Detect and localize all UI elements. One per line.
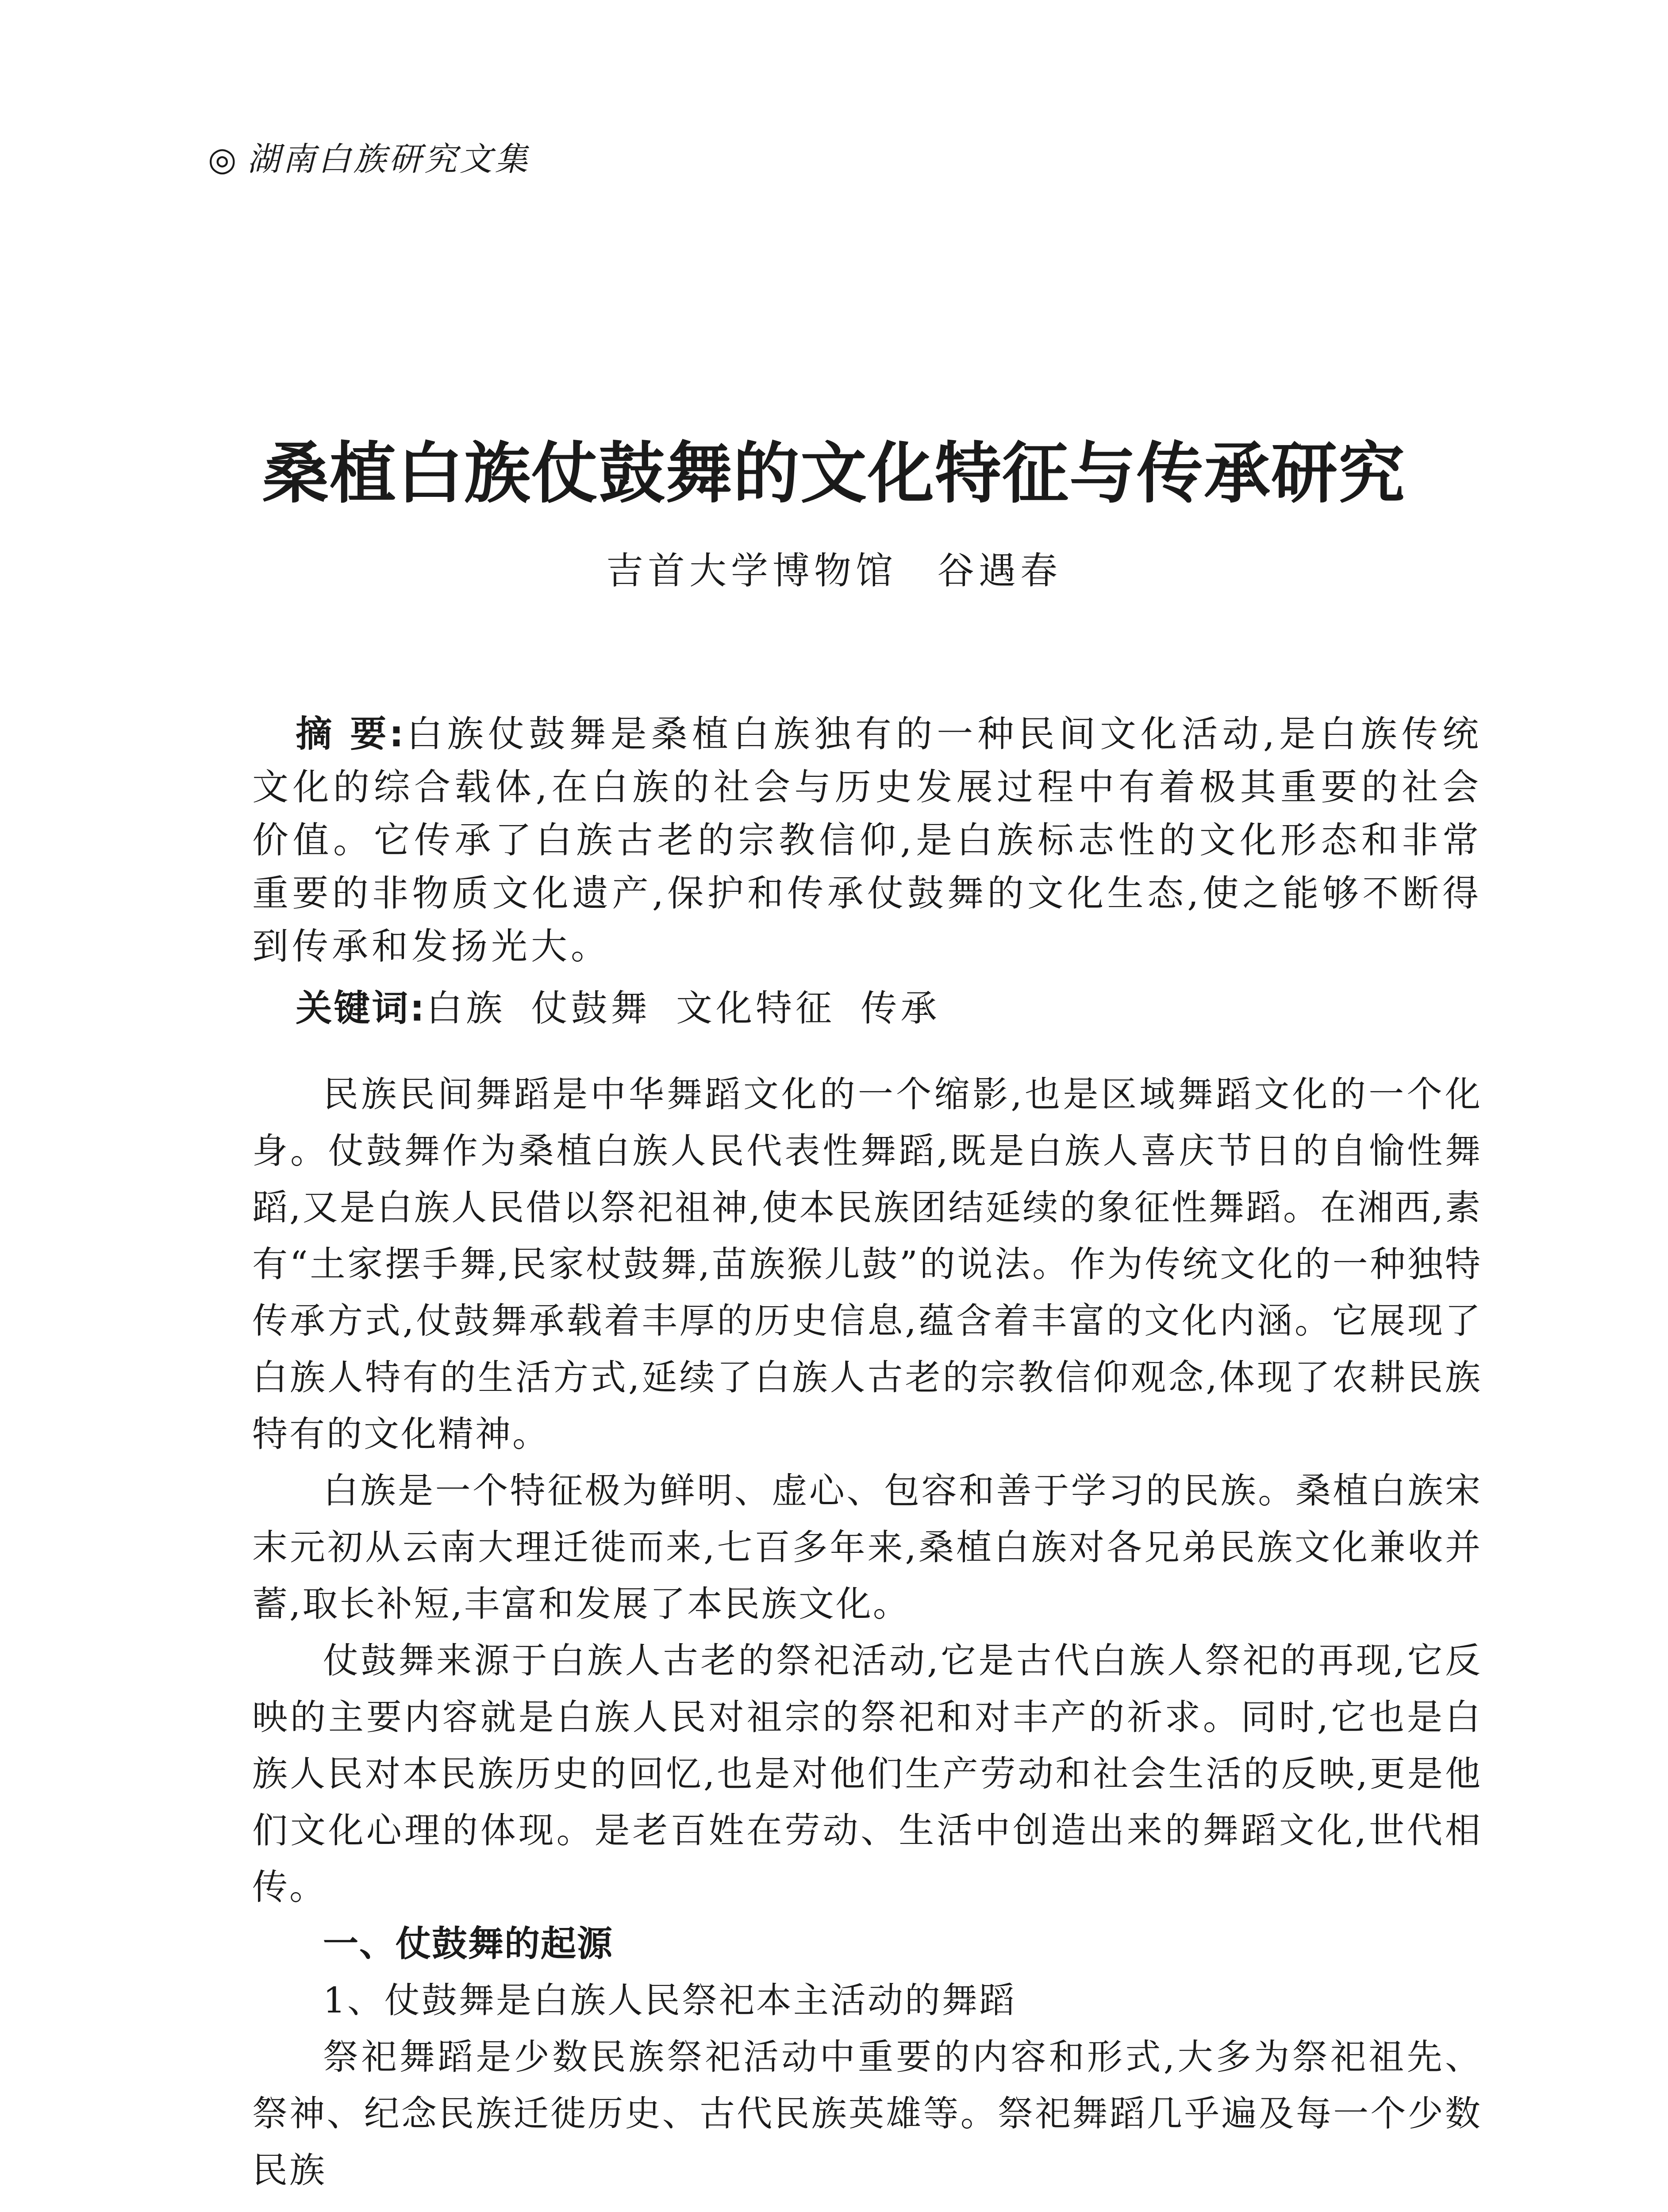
abstract	[252, 708, 1482, 973]
byline	[248, 544, 1420, 597]
abstract-text: 白族仗鼓舞是桑植白族独有的一种民间文化活动,是白族传统文化的综合载体,在白族的社会与历史发展过程中有着极其重要的社会价值。它传承了白族古老的宗教信仰,是白族标志性的文化形态和非常重要的非物质文化遗产,保护和传承仗鼓舞的文化生态,使之能够不断得到传承和发扬光大。	[252, 713, 1482, 968]
keyword: 传承	[861, 987, 941, 1029]
body-text	[252, 1066, 1482, 2199]
running-header	[208, 137, 530, 181]
abstract-label: 摘 要:	[296, 713, 406, 755]
keyword: 文化特征	[676, 987, 836, 1029]
body-paragraph: 民族民间舞蹈是中华舞蹈文化的一个缩影,也是区域舞蹈文化的一个化身。仗鼓舞作为桑植白族人民代表性舞蹈,既是白族人喜庆节日的自愉性舞蹈,又是白族人民借以祭祀祖神,使本民族团结延续的象征性舞蹈。在湘西,素有“土家摆手舞,民家杖鼓舞,苗族猴儿鼓”的说法。作为传统文化的一种独特传承方式,仗鼓舞承载着丰厚的历史信息,蕴含着丰富的文化内涵。它展现了白族人特有的生活方式,延续了白族人古老的宗教信仰观念,体现了农耕民族特有的文化精神。	[252, 1074, 1482, 1455]
keyword: 仗鼓舞	[531, 987, 651, 1029]
body-paragraph: 仗鼓舞来源于白族人古老的祭祀活动,它是古代白族人祭祀的再现,它反映的主要内容就是白族人民对祖宗的祭祀和对丰产的祈求。同时,它也是白族人民对本民族历史的回忆,也是对他们生产劳动和社会生活的反映,更是他们文化心理的体现。是老百姓在劳动、生活中创造出来的舞蹈文化,世代相传。	[252, 1640, 1482, 1908]
circle-mark-icon: ◎	[208, 140, 239, 178]
keywords-label: 关键词:	[296, 987, 427, 1029]
author: 谷遇春	[937, 549, 1062, 592]
section-heading: 一、仗鼓舞的起源	[323, 1923, 613, 1964]
body-paragraph: 白族是一个特征极为鲜明、虚心、包容和善于学习的民族。桑植白族宋末元初从云南大理迁徙而来,七百多年来,桑植白族对各兄弟民族文化兼收并蓄,取长补短,丰富和发展了本民族文化。	[252, 1470, 1482, 1624]
body-paragraph: 祭祀舞蹈是少数民族祭祀活动中重要的内容和形式,大多为祭祀祖先、祭神、纪念民族迁徙历史、古代民族英雄等。祭祀舞蹈几乎遍及每一个少数民族	[252, 2036, 1482, 2191]
collection-name: 湖南白族研究文集	[247, 140, 530, 178]
keywords	[252, 982, 1482, 1035]
keyword: 白族	[426, 987, 506, 1029]
article-title: 桑植白族仗鼓舞的文化特征与传承研究	[262, 434, 1406, 512]
subsection-heading: 1、仗鼓舞是白族人民祭祀本主活动的舞蹈	[323, 1980, 1016, 2021]
abstract-block	[252, 708, 1482, 1035]
affiliation: 吉首大学博物馆	[606, 549, 897, 592]
